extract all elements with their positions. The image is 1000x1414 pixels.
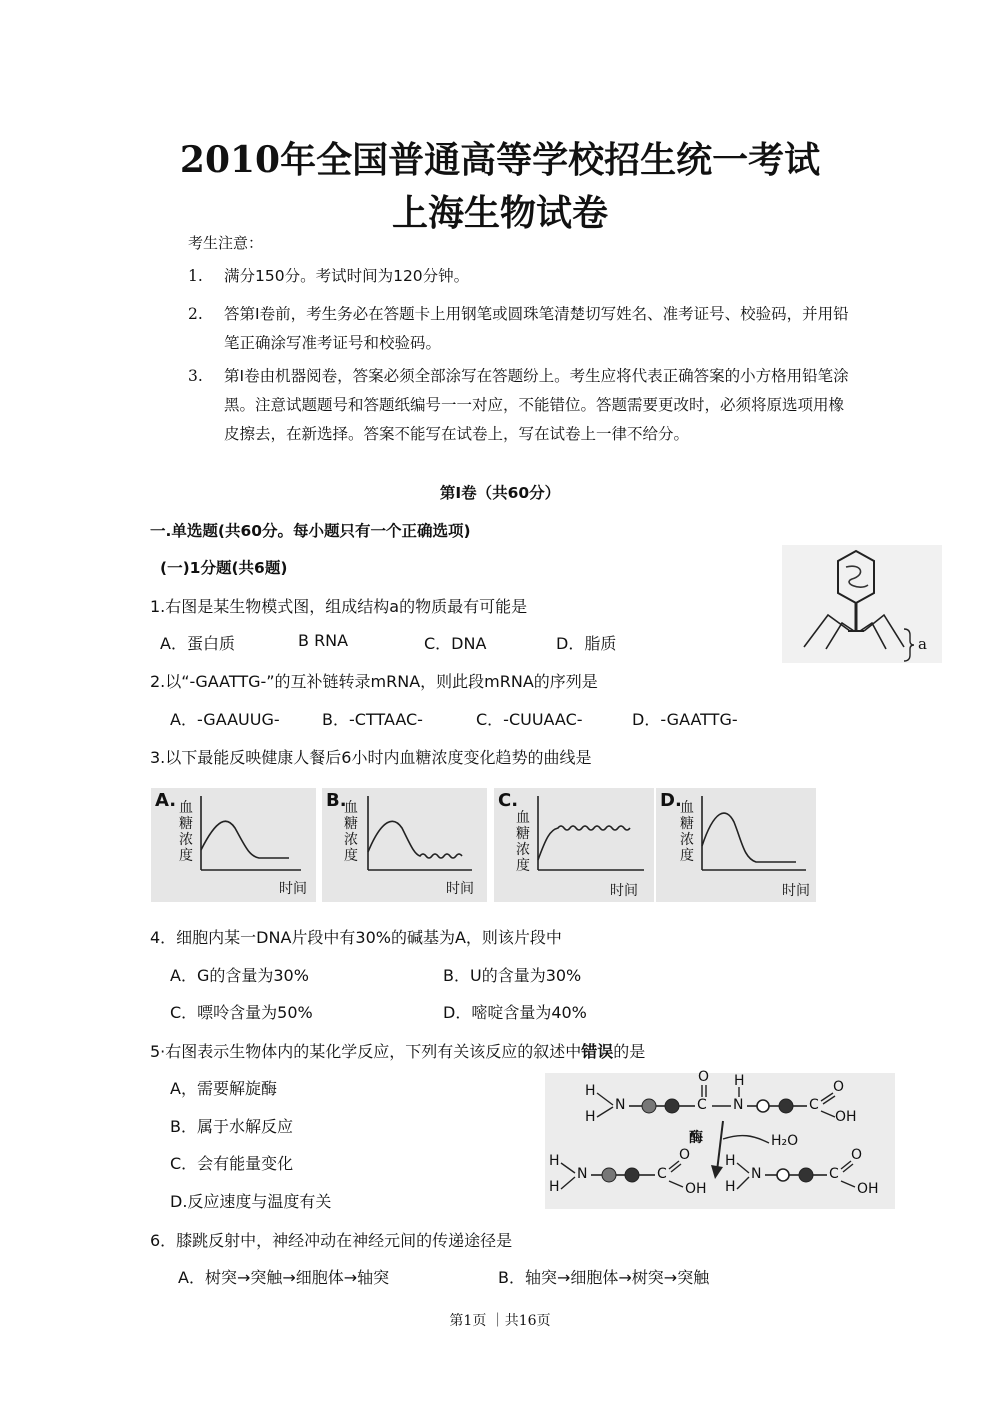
- hydroxyl: OH: [835, 1109, 857, 1125]
- graph-b: [322, 788, 487, 902]
- q5-option-a: A，需要解旋酶: [170, 1079, 277, 1098]
- q5-option-d: D.反应速度与温度有关: [170, 1192, 332, 1211]
- graph-d: [656, 788, 816, 902]
- notice-item-2: [188, 300, 853, 358]
- section-heading: 一.单选题(共60分。每小题只有一个正确选项): [150, 522, 471, 540]
- exam-subtitle: 上海生物试卷: [391, 192, 608, 234]
- hydrolysis-figure: [545, 1069, 895, 1209]
- atom-o: O: [679, 1147, 691, 1163]
- q4-option-a: A．G的含量为30%: [170, 966, 309, 985]
- atom-n: N: [751, 1166, 762, 1182]
- stem-suffix: 的是: [613, 1042, 646, 1061]
- q4-option-c: C．嘌呤含量为50%: [170, 1003, 313, 1022]
- structure-a-label: a: [918, 635, 927, 653]
- atom-h: H: [734, 1073, 745, 1089]
- question-6-stem: 6．膝跳反射中，神经冲动在神经元间的传递途径是: [150, 1231, 513, 1250]
- notice-item-3: [188, 362, 853, 449]
- subsection-heading: (一)1分题(共6题): [160, 559, 288, 577]
- q2-option-d: D．-GAATTG-: [632, 710, 738, 729]
- notice-number: 2.: [188, 305, 203, 323]
- part-title: 第Ⅰ卷（共60分）: [439, 484, 561, 502]
- notice-item-1: [188, 262, 853, 291]
- q6-option-b: B．轴突→细胞体→树突→突触: [498, 1268, 710, 1287]
- q4-option-d: D．嘧啶含量为40%: [443, 1003, 587, 1022]
- atom-h: H: [549, 1153, 560, 1169]
- atom-h: H: [585, 1083, 596, 1099]
- q1-option-b: B RNA: [298, 631, 349, 650]
- y-axis-label: 血糖浓度: [179, 800, 193, 864]
- atom-h: H: [585, 1109, 596, 1125]
- exam-title: 2010年全国普通高等学校招生统一考试: [179, 139, 821, 181]
- question-4-stem: 4．细胞内某一DNA片段中有30%的碱基为A，则该片段中: [150, 928, 562, 947]
- question-3-stem: 3.以下最能反映健康人餐后6小时内血糖浓度变化趋势的曲线是: [150, 748, 592, 767]
- x-axis-label: 时间: [446, 881, 474, 897]
- atom-n: N: [577, 1166, 588, 1182]
- x-axis-label: 时间: [782, 883, 810, 899]
- x-axis-label: 时间: [610, 883, 638, 899]
- stem-prefix: 5·右图表示生物体内的某化学反应，下列有关该反应的叙述中: [150, 1042, 582, 1061]
- q5-option-c: C．会有能量变化: [170, 1154, 294, 1173]
- x-axis-label: 时间: [279, 881, 307, 897]
- question-2-stem: 2.以“-GAATTG-”的互补链转录mRNA，则此段mRNA的序列是: [150, 672, 598, 691]
- graph-c: [494, 788, 654, 902]
- y-axis-label: 血糖浓度: [344, 800, 358, 864]
- atom-c: C: [809, 1097, 819, 1113]
- atom-n: N: [615, 1097, 626, 1113]
- notice-number: 1.: [188, 267, 203, 285]
- atom-o: O: [698, 1069, 710, 1085]
- q1-option-c: C．DNA: [424, 634, 487, 653]
- q2-option-b: B．-CTTAAC-: [322, 710, 423, 729]
- notice-text: 第Ⅰ卷由机器阅卷，答案必须全部涂写在答题纷上。考生应将代表正确答案的小方格用铅笔涂黑。注意试题题号和答题纸编号一一对应，不能错位。答题需要更改时，必须将原选项用橡皮擦去，在新选择。答案不能写在试卷上，写在试卷上一律不给分。: [224, 367, 849, 443]
- atom-o: O: [833, 1079, 845, 1095]
- graph-label: C.: [498, 790, 519, 811]
- graph-a: [151, 788, 316, 902]
- y-axis-label: 血糖浓度: [516, 810, 530, 874]
- q5-option-b: B．属于水解反应: [170, 1117, 293, 1136]
- graph-label: A.: [155, 790, 177, 811]
- atom-c: C: [829, 1166, 839, 1182]
- atom-c: C: [657, 1166, 667, 1182]
- notice-text: 答第Ⅰ卷前，考生务必在答题卡上用钢笔或圆珠笔清楚切写姓名、准考证号、校验码，并用铅笔正确涂写准考证号和校验码。: [224, 305, 849, 352]
- hydroxyl: OH: [857, 1181, 879, 1197]
- stem-emphasis: 错误: [581, 1042, 614, 1061]
- q2-option-a: A．-GAAUUG-: [170, 710, 280, 729]
- y-axis-label: 血糖浓度: [680, 800, 694, 864]
- water-label: H₂O: [771, 1133, 799, 1149]
- atom-h: H: [725, 1179, 736, 1195]
- phage-figure: [782, 545, 942, 663]
- atom-o: O: [851, 1147, 863, 1163]
- atom-h: H: [725, 1153, 736, 1169]
- graph-label: D.: [660, 790, 682, 811]
- q6-option-a: A．树突→突触→细胞体→轴突: [178, 1268, 390, 1287]
- atom-h: H: [549, 1179, 560, 1195]
- q4-option-b: B．U的含量为30%: [443, 966, 582, 985]
- q1-option-d: D．脂质: [556, 634, 617, 653]
- question-1-stem: 1.右图是某生物模式图，组成结构a的物质最有可能是: [150, 597, 528, 616]
- question-5-stem: [150, 1039, 645, 1062]
- enzyme-label: 酶: [689, 1130, 703, 1146]
- graph-label: B.: [326, 790, 347, 811]
- atom-n: N: [733, 1097, 744, 1113]
- atom-c: C: [697, 1097, 707, 1113]
- notice-number: 3.: [188, 367, 203, 385]
- page-footer: 第1页 ｜共16页: [449, 1313, 551, 1329]
- q2-option-c: C．-CUUAAC-: [476, 710, 583, 729]
- hydroxyl: OH: [685, 1181, 707, 1197]
- notice-heading: 考生注意：: [188, 234, 264, 252]
- q1-option-a: A．蛋白质: [160, 634, 235, 653]
- notice-text: 满分150分。考试时间为120分钟。: [224, 267, 470, 285]
